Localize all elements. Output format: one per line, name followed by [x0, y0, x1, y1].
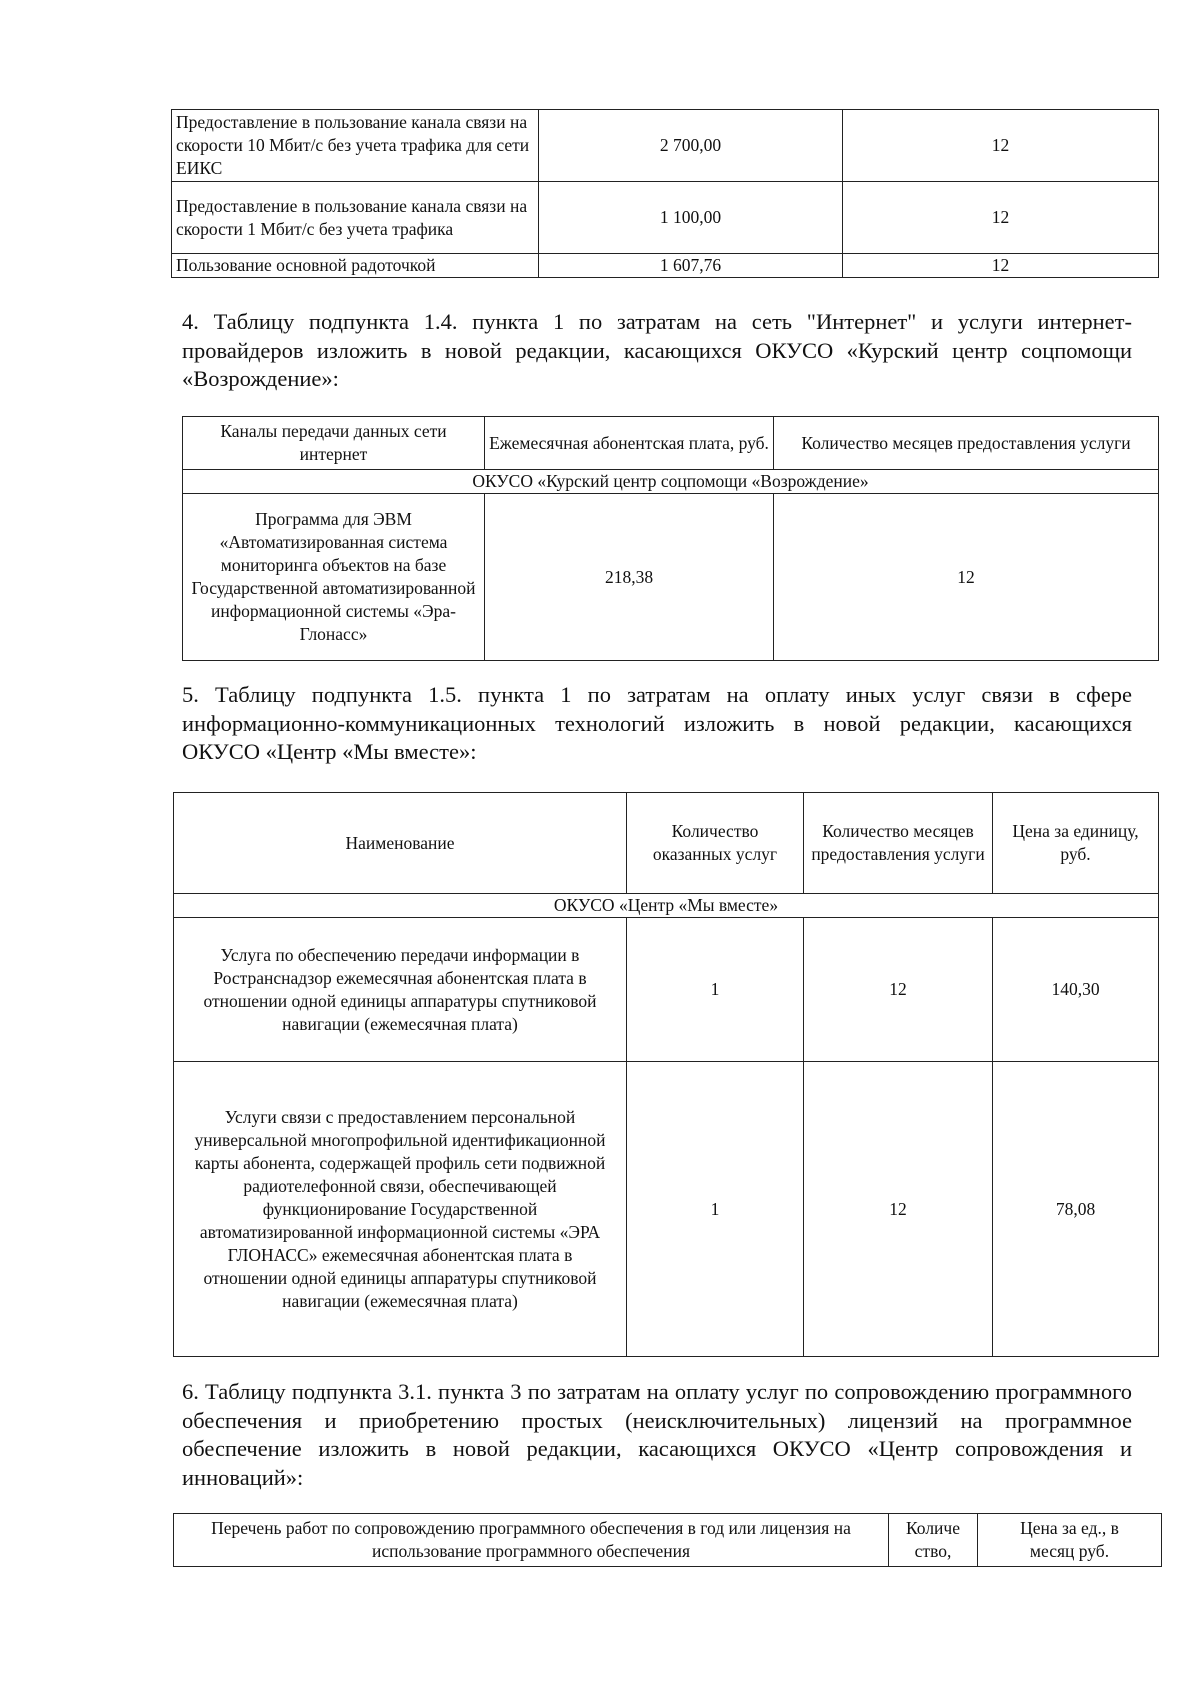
header-price: Цена за единицу, руб.	[993, 793, 1159, 894]
org-row	[174, 894, 1159, 918]
cell-months: 12	[843, 110, 1159, 182]
header-row	[183, 417, 1159, 470]
header-channels: Каналы передачи данных сети интернет	[183, 417, 485, 470]
internet-table	[182, 416, 1159, 661]
cell-price: 2 700,00	[539, 110, 843, 182]
cell-months: 12	[774, 494, 1159, 661]
header-works: Перечень работ по сопровождению программного обеспечения в год или лицензия на использование программного обеспечения	[174, 1514, 889, 1567]
header-months: Количество месяцев предоставления услуги	[774, 417, 1159, 470]
table-row	[183, 494, 1159, 661]
other-services-table	[173, 792, 1159, 1357]
table-row	[172, 110, 1159, 182]
table-row	[174, 1062, 1159, 1357]
header-name: Наименование	[174, 793, 627, 894]
header-price: Цена за ед., в месяц руб.	[978, 1514, 1162, 1567]
paragraph-4: 4. Таблицу подпункта 1.4. пункта 1 по затратам на сеть "Интернет" и услуги интернет-провайдеров изложить в новой редакции, касающихся ОКУСО «Курский центр соцпомощи «Возрождение»:	[182, 309, 1132, 391]
paragraph-5: 5. Таблицу подпункта 1.5. пункта 1 по затратам на оплату иных услуг связи в сфере информационно-коммуникационных технологий изложить в новой редакции, касающихся ОКУСО «Центр «Мы вместе»:	[182, 682, 1132, 764]
table-row	[172, 182, 1159, 254]
cell-price: 140,30	[993, 918, 1159, 1062]
cell-name: Предоставление в пользование канала связи на скорости 1 Мбит/с без учета трафика	[172, 182, 539, 254]
cell-months: 12	[843, 254, 1159, 278]
cell-name: Пользование основной радоточкой	[172, 254, 539, 278]
cell-qty: 1	[627, 1062, 804, 1357]
header-fee: Ежемесячная абонентская плата, руб.	[485, 417, 774, 470]
table-row	[174, 918, 1159, 1062]
cell-price: 1 100,00	[539, 182, 843, 254]
header-months: Количество месяцев предоставления услуги	[804, 793, 993, 894]
header-qty: Количество оказанных услуг	[627, 793, 804, 894]
org-name: ОКУСО «Центр «Мы вместе»	[174, 894, 1159, 918]
header-row	[174, 1514, 1162, 1567]
header-row	[174, 793, 1159, 894]
paragraph-6: 6. Таблицу подпункта 3.1. пункта 3 по затратам на оплату услуг по сопровождению программного обеспечения и приобретению простых (неисключительных) лицензий на программное обеспечение изложить в новой редакции, касающихся ОКУСО «Центр сопровождения и инноваций»:	[182, 1379, 1132, 1490]
cell-months: 12	[804, 918, 993, 1062]
internet-channels-table-continued	[171, 109, 1159, 278]
software-table	[173, 1513, 1162, 1567]
cell-price: 218,38	[485, 494, 774, 661]
org-name: ОКУСО «Курский центр соцпомощи «Возрождение»	[183, 470, 1159, 494]
cell-name: Услуга по обеспечению передачи информации в Ространснадзор ежемесячная абонентская плата в отношении одной единицы аппаратуры спутниковой навигации (ежемесячная плата)	[174, 918, 627, 1062]
cell-name: Услуги связи с предоставлением персональной универсальной многопрофильной идентификационной карты абонента, содержащей профиль сети подвижной радиотелефонной связи, обеспечивающей функционирование Государственной автоматизированной информационной системы «ЭРА ГЛОНАСС» ежемесячная абонентская плата в отношении одной единицы аппаратуры спутниковой навигации (ежемесячная плата)	[174, 1062, 627, 1357]
cell-name: Предоставление в пользование канала связи на скорости 10 Мбит/с без учета трафика для сети ЕИКС	[172, 110, 539, 182]
cell-months: 12	[804, 1062, 993, 1357]
cell-qty: 1	[627, 918, 804, 1062]
cell-name: Программа для ЭВМ «Автоматизированная система мониторинга объектов на базе Государственной автоматизированной информационной системы «Эра-Глонасс»	[183, 494, 485, 661]
table-row	[172, 254, 1159, 278]
cell-price: 78,08	[993, 1062, 1159, 1357]
cell-months: 12	[843, 182, 1159, 254]
org-row	[183, 470, 1159, 494]
header-qty: Количе ство,	[889, 1514, 978, 1567]
cell-price: 1 607,76	[539, 254, 843, 278]
